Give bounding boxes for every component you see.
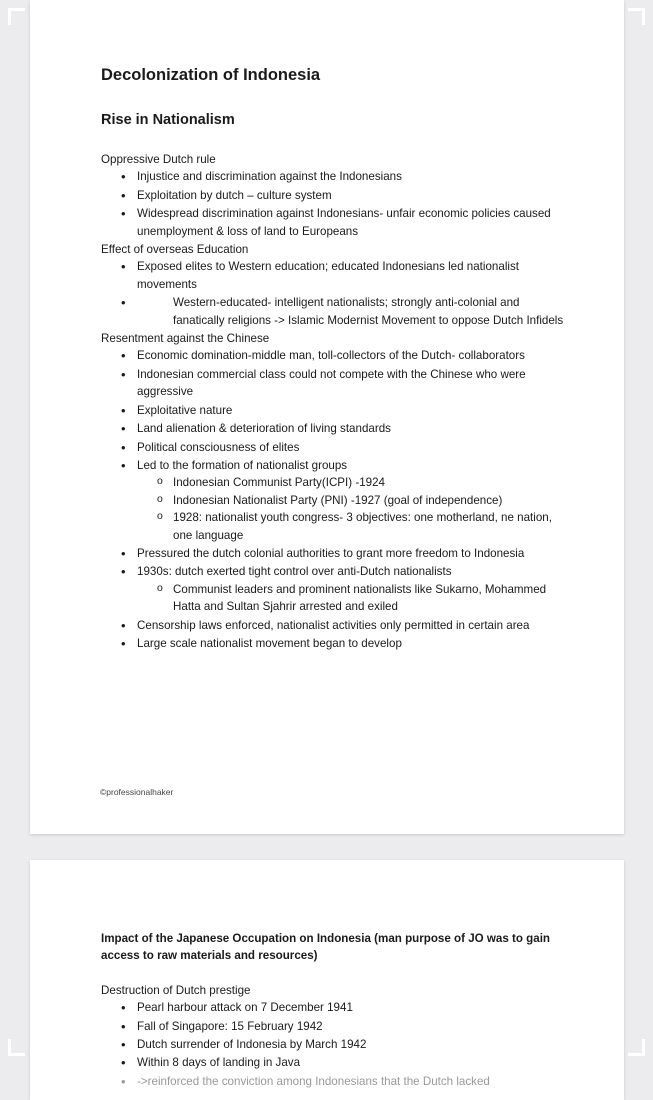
list-item — [137, 457, 571, 544]
group-heading: Oppressive Dutch rule — [101, 153, 216, 166]
notes-body-page-2 — [101, 930, 561, 1091]
watermark: ©professionalhaker — [100, 787, 174, 797]
list-item: • Political consciousness of elites — [137, 439, 571, 456]
list-item: • Large scale nationalist movement began to develop — [137, 635, 571, 652]
section-title: Rise in Nationalism — [101, 112, 235, 128]
list-item: • Pearl harbour attack on 7 December 1941 — [137, 999, 561, 1016]
sub-list-item: o 1928: nationalist youth congress- 3 objectives: one motherland, ne nation, one language — [173, 509, 571, 544]
list-item: • Exploitative nature — [137, 402, 571, 419]
list-item: • Fall of Singapore: 15 February 1942 — [137, 1018, 561, 1035]
sub-list — [137, 474, 571, 544]
list-item: • ->reinforced the conviction among Indonesians that the Dutch lacked — [137, 1073, 561, 1090]
page-2-title: Impact of the Japanese Occupation on Indonesia (man purpose of JO was to gain access to raw materials and resources) — [101, 932, 551, 963]
bullet-list — [101, 347, 571, 652]
list-item: • Within 8 days of landing in Java — [137, 1054, 561, 1071]
viewfinder-corner — [628, 1039, 645, 1056]
document-title: Decolonization of Indonesia — [101, 66, 321, 84]
group-heading: Resentment against the Chinese — [101, 332, 270, 346]
bullet-list — [101, 999, 561, 1090]
list-item: • Dutch surrender of Indonesia by March 1942 — [137, 1036, 561, 1053]
viewfinder-corner — [8, 1039, 25, 1056]
list-item — [137, 563, 571, 615]
sub-list-item: o Indonesian Communist Party(ICPI) -1924 — [173, 474, 571, 491]
list-item: • Widespread discrimination against Indonesians- unfair economic policies caused unemployment & loss of land to Europeans — [137, 205, 571, 240]
list-item-text: • Western-educated- intelligent nationalists; strongly anti-colonial and fanatically religions -> Islamic Modernist Movement to oppose Dutch Infidels — [173, 296, 564, 327]
list-item: • Injustice and discrimination against the Indonesians — [137, 168, 571, 185]
group-heading: Effect of overseas Education — [101, 243, 249, 257]
sub-list-item: o Communist leaders and prominent nationalists like Sukarno, Mohammed Hatta and Sultan Sjahrir arrested and exiled — [173, 581, 571, 616]
list-item-text: Led to the formation of nationalist groups — [137, 458, 348, 472]
bullet-list — [101, 168, 571, 240]
group-heading: Destruction of Dutch prestige — [101, 983, 251, 997]
bullet-list — [101, 258, 571, 329]
viewfinder-corner — [8, 8, 25, 25]
list-item: • Exploitation by dutch – culture system — [137, 187, 571, 204]
list-item: • Pressured the dutch colonial authorities to grant more freedom to Indonesia — [137, 545, 571, 562]
list-item: • Censorship laws enforced, nationalist activities only permitted in certain area — [137, 617, 571, 634]
sub-list-item: o Indonesian Nationalist Party (PNI) -1927 (goal of independence) — [173, 492, 571, 509]
list-item: • Economic domination-middle man, toll-collectors of the Dutch- collaborators — [137, 347, 571, 364]
document-page-1 — [30, 0, 624, 834]
viewfinder-corner — [628, 8, 645, 25]
list-item — [137, 294, 571, 329]
sub-list — [137, 581, 571, 616]
list-item-text: 1930s: dutch exerted tight control over anti-Dutch nationalists — [137, 565, 452, 579]
list-item: • Exposed elites to Western education; educated Indonesians led nationalist movements — [137, 258, 571, 293]
document-page-2 — [30, 860, 624, 1100]
list-item: • Land alienation & deterioration of living standards — [137, 420, 571, 437]
list-item: • Indonesian commercial class could not compete with the Chinese who were aggressive — [137, 366, 571, 401]
notes-body — [101, 151, 571, 653]
